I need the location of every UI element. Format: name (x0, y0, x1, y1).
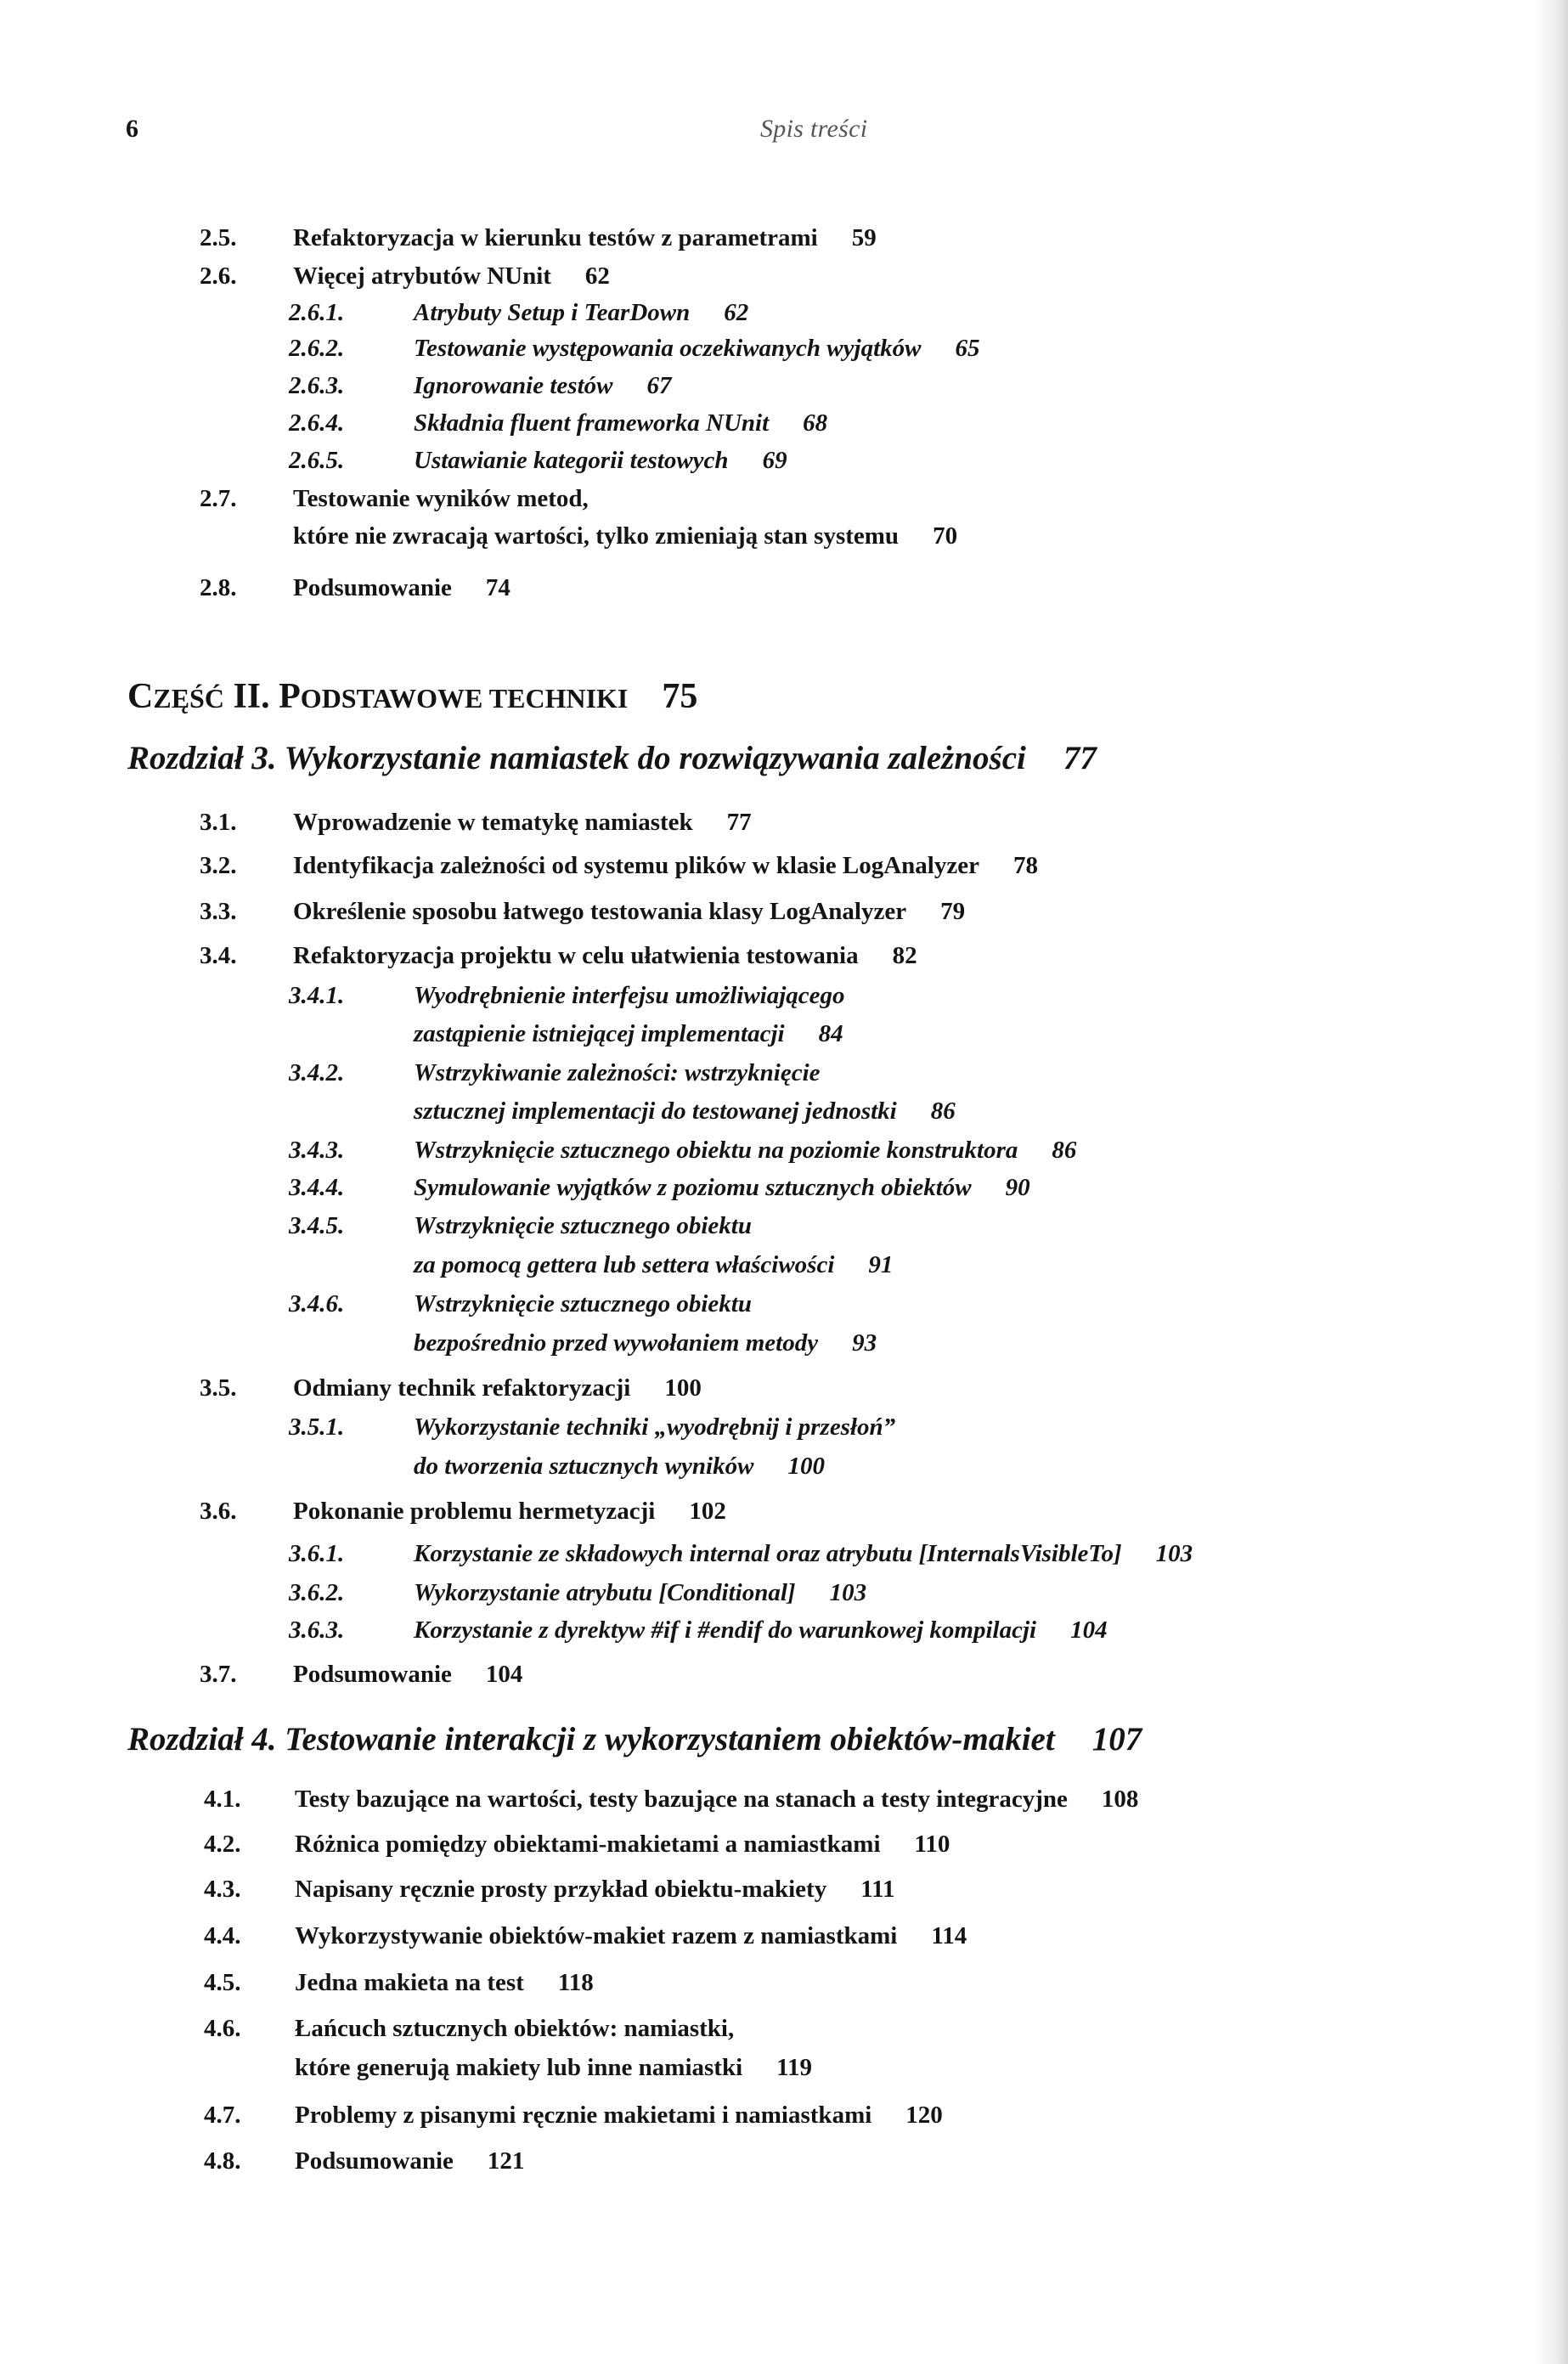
subsection-title-line2: sztucznej implementacji do testowanej jednostki 86 (414, 1097, 956, 1125)
subsection-number: 3.4.4. (289, 1174, 345, 1201)
subsection-title: Wykorzystanie atrybutu [Conditional] 103 (414, 1579, 867, 1606)
section-number: 4.2. (204, 1831, 241, 1858)
subsection-number: 3.4.1. (289, 982, 345, 1009)
subsection-title: Testowanie występowania oczekiwanych wyjątków 65 (414, 335, 980, 362)
subsection-page: 84 (818, 1020, 843, 1047)
section-title-line2: które nie zwracają wartości, tylko zmieniają stan systemu 70 (293, 522, 958, 550)
section-title: Łańcuch sztucznych obiektów: namiastki, (295, 2015, 735, 2042)
section-title: Wykorzystywanie obiektów-makiet razem z namiastkami 114 (295, 1922, 967, 1949)
subsection-page: 62 (724, 299, 749, 326)
subsection-number: 3.4.6. (289, 1290, 345, 1317)
section-page: 78 (1012, 852, 1038, 879)
subsection-title: Korzystanie ze składowych internal oraz atrybutu [InternalsVisibleTo] 103 (414, 1540, 1193, 1567)
subsection-page: 91 (868, 1251, 894, 1278)
subsection-title: Ustawianie kategorii testowych 69 (414, 447, 787, 474)
subsection-number: 3.4.5. (289, 1212, 345, 1239)
subsection-number: 3.4.2. (289, 1059, 345, 1086)
chapter-page: 77 (1063, 740, 1097, 776)
section-title: Odmiany technik refaktoryzacji 100 (293, 1374, 702, 1402)
section-title: Refaktoryzacja projektu w celu ułatwienia testowania 82 (293, 942, 917, 969)
section-title: Problemy z pisanymi ręcznie makietami i namiastkami 120 (295, 2102, 943, 2129)
part-title: ODSTAWOWE TECHNIKI (300, 683, 629, 714)
section-title: Refaktoryzacja w kierunku testów z parametrami 59 (293, 224, 877, 251)
section-page: 119 (776, 2054, 813, 2081)
section-page: 118 (557, 1969, 594, 1996)
subsection-title-line2: bezpośrednio przed wywołaniem metody 93 (414, 1329, 877, 1357)
section-title: Podsumowanie 74 (293, 574, 510, 601)
section-title-line2: które generują makiety lub inne namiastki 119 (295, 2054, 813, 2081)
part-roman: II. (233, 677, 270, 716)
section-title: Testowanie wyników metod, (293, 485, 589, 512)
section-page: 104 (485, 1661, 523, 1688)
section-title: Jedna makieta na test 118 (295, 1969, 594, 1996)
section-title: Więcej atrybutów NUnit 62 (293, 262, 610, 290)
subsection-title: Wstrzykiwanie zależności: wstrzyknięcie (414, 1059, 821, 1086)
subsection-page: 69 (762, 447, 787, 474)
section-title: Testy bazujące na wartości, testy bazujące na stanach a testy integracyjne 108 (295, 1786, 1139, 1813)
subsection-number: 2.6.4. (289, 409, 345, 437)
subsection-number: 2.6.3. (289, 372, 345, 399)
subsection-number: 3.6.1. (289, 1540, 345, 1567)
subsection-title-line2: zastąpienie istniejącej implementacji 84 (414, 1020, 843, 1047)
subsection-number: 3.6.2. (289, 1579, 345, 1606)
section-page: 79 (940, 898, 966, 925)
chapter-3-heading[interactable] (127, 742, 1097, 775)
subsection-title-line2: za pomocą gettera lub settera właściwości 91 (414, 1251, 894, 1278)
subsection-page: 90 (1005, 1174, 1030, 1201)
section-number: 4.7. (204, 2102, 241, 2129)
subsection-page: 68 (803, 409, 828, 437)
section-page: 108 (1101, 1786, 1139, 1813)
section-page: 70 (933, 522, 958, 550)
chapter-title: Testowanie interakcji z wykorzystaniem obiektów-makiet (285, 1721, 1055, 1757)
subsection-title: Wyodrębnienie interfejsu umożliwiającego (414, 982, 845, 1009)
section-number: 4.8. (204, 2147, 241, 2175)
section-number: 4.3. (204, 1876, 241, 1903)
section-number: 3.1. (200, 809, 237, 836)
section-number: 2.6. (200, 262, 237, 290)
section-number: 4.1. (204, 1786, 241, 1813)
section-title: Określenie sposobu łatwego testowania klasy LogAnalyzer 79 (293, 898, 966, 925)
chapter-page: 107 (1091, 1721, 1142, 1757)
subsection-title: Atrybuty Setup i TearDown 62 (414, 299, 749, 326)
subsection-title: Wstrzyknięcie sztucznego obiektu (414, 1212, 752, 1239)
section-page: 62 (584, 262, 610, 290)
section-page: 100 (664, 1374, 702, 1402)
section-page: 59 (851, 224, 877, 251)
subsection-title: Wstrzyknięcie sztucznego obiektu (414, 1290, 752, 1317)
section-number: 3.3. (200, 898, 237, 925)
subsection-page: 104 (1070, 1616, 1108, 1644)
section-title: Różnica pomiędzy obiektami-makietami a namiastkami 110 (295, 1831, 950, 1858)
section-page: 102 (689, 1498, 726, 1525)
section-number: 2.7. (200, 485, 237, 512)
subsection-page: 67 (646, 372, 672, 399)
section-number: 4.4. (204, 1922, 241, 1949)
chapter-title: Wykorzystanie namiastek do rozwiązywania zależności (284, 740, 1026, 776)
section-number: 4.6. (204, 2015, 241, 2042)
subsection-title: Korzystanie z dyrektyw #if i #endif do warunkowej kompilacji 104 (414, 1616, 1108, 1644)
section-title: Napisany ręcznie prosty przykład obiektu-makiety 111 (295, 1876, 895, 1903)
running-title: Spis treści (760, 115, 868, 143)
subsection-page: 103 (1155, 1540, 1193, 1567)
subsection-number: 2.6.5. (289, 447, 345, 474)
part-heading[interactable]: CZĘŚĆ II. PODSTAWOWE TECHNIKI 75 (127, 677, 698, 716)
section-title: Wprowadzenie w tematykę namiastek 77 (293, 809, 752, 836)
subsection-page: 86 (930, 1097, 956, 1125)
section-page: 77 (726, 809, 752, 836)
section-number: 4.5. (204, 1969, 241, 1996)
subsection-title: Symulowanie wyjątków z poziomu sztucznych obiektów 90 (414, 1174, 1030, 1201)
section-number: 2.8. (200, 574, 237, 601)
subsection-number: 3.6.3. (289, 1616, 345, 1644)
section-page: 120 (905, 2102, 943, 2129)
chapter-label: Rozdział 4. (127, 1721, 277, 1757)
section-title: Pokonanie problemu hermetyzacji 102 (293, 1498, 726, 1525)
subsection-number: 3.5.1. (289, 1413, 345, 1441)
subsection-title-line2: do tworzenia sztucznych wyników 100 (414, 1453, 825, 1480)
section-page: 121 (487, 2147, 525, 2175)
section-number: 3.7. (200, 1661, 237, 1688)
section-page: 114 (931, 1922, 967, 1949)
subsection-title: Wstrzyknięcie sztucznego obiektu na poziomie konstruktora 86 (414, 1137, 1077, 1164)
section-title: Podsumowanie 121 (295, 2147, 525, 2175)
section-number: 3.2. (200, 852, 237, 879)
subsection-number: 3.4.3. (289, 1137, 345, 1164)
section-title: Identyfikacja zależności od systemu plików w klasie LogAnalyzer 78 (293, 852, 1038, 879)
part-page: 75 (662, 677, 698, 716)
subsection-title: Wykorzystanie techniki „wyodrębnij i przesłoń” (414, 1413, 896, 1441)
subsection-page: 103 (829, 1579, 867, 1606)
subsection-number: 2.6.1. (289, 299, 345, 326)
subsection-page: 65 (955, 335, 980, 362)
section-number: 3.4. (200, 942, 237, 969)
section-page: 111 (860, 1876, 895, 1903)
section-page: 82 (892, 942, 917, 969)
section-page: 74 (485, 574, 510, 601)
subsection-page: 100 (787, 1453, 825, 1480)
subsection-number: 2.6.2. (289, 335, 345, 362)
chapter-label: Rozdział 3. (127, 740, 277, 776)
section-number: 2.5. (200, 224, 237, 251)
scan-binding-shadow (1534, 0, 1568, 2364)
subsection-page: 86 (1052, 1137, 1077, 1164)
section-title: Podsumowanie 104 (293, 1661, 523, 1688)
subsection-page: 93 (852, 1329, 877, 1357)
subsection-title: Ignorowanie testów 67 (414, 372, 672, 399)
subsection-title: Składnia fluent frameworka NUnit 68 (414, 409, 828, 437)
page-number: 6 (126, 115, 138, 143)
chapter-4-heading[interactable] (127, 1723, 1142, 1756)
section-number: 3.5. (200, 1374, 237, 1402)
section-number: 3.6. (200, 1498, 237, 1525)
section-page: 110 (914, 1831, 950, 1858)
